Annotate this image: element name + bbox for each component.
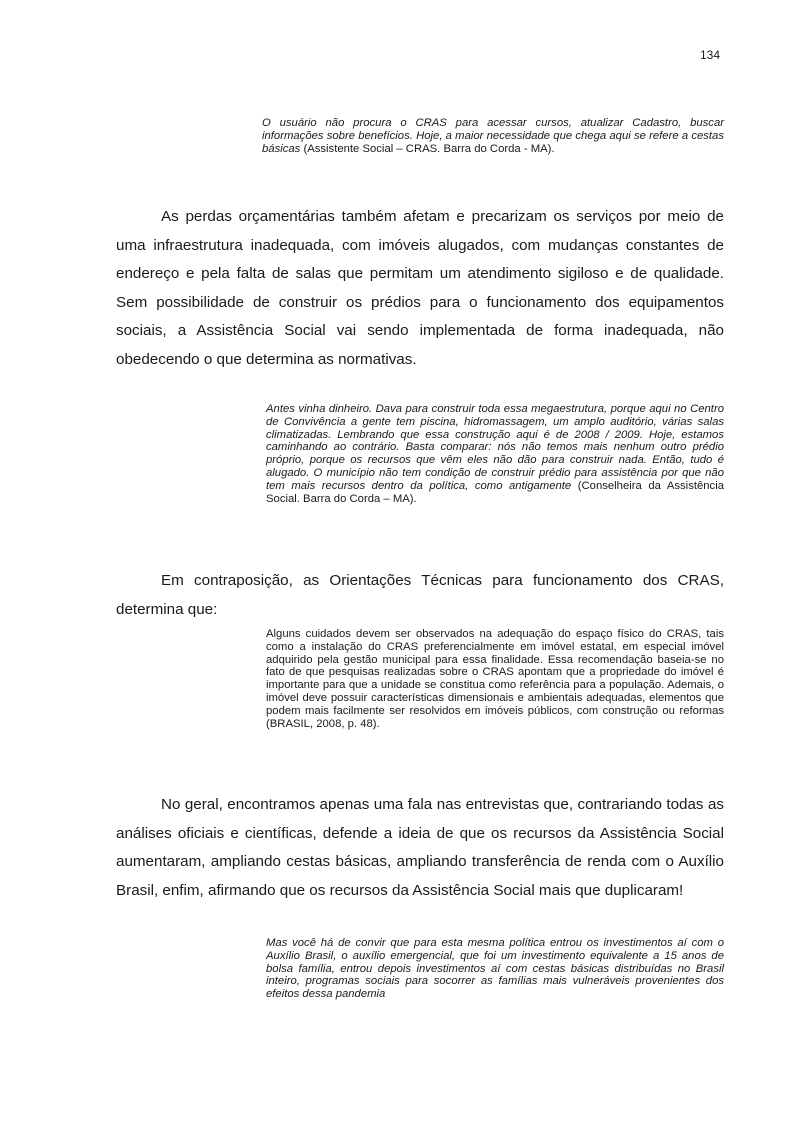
quote-1-italic: O usuário não procura o CRAS para acessar cursos, atualizar Cadastro, buscar informações sobre benefícios. Hoje, a maior necessidade que chega aqui se refere a cestas básicas (262, 117, 724, 155)
paragraph-2: Em contraposição, as Orientações Técnicas para funcionamento dos CRAS, determina que: (116, 572, 724, 618)
quote-1-source: (Assistente Social – CRAS. Barra do Corda - MA). (300, 142, 555, 155)
quote-4-italic: Mas você há de convir que para esta mesma política entrou os investimentos aí com o Auxílio Brasil, o auxílio emergencial, que foi um investimento equivalente a 15 anos de bolsa família, entrou depois investimentos aí com cestas básicas distribuídas no Brasil inteiro, programas sociais para socorrer as famílias mais vulneráveis provenientes dos efeitos dessa pandemia (266, 937, 724, 1001)
paragraph-1: As perdas orçamentárias também afetam e precarizam os serviços por meio de uma infraestrutura inadequada, com imóveis alugados, com mudanças constantes de endereço e pela falta de salas que permitam um atendimento sigiloso e de qualidade. Sem possibilidade de construir os prédios para o funcionamento dos equipamentos sociais, a Assistência Social vai sendo implementada de forma inadequada, não obedecendo o que determina as normativas. (116, 208, 724, 368)
paragraph-3: No geral, encontramos apenas uma fala nas entrevistas que, contrariando todas as análises oficiais e científicas, defende a ideia de que os recursos da Assistência Social aumentaram, ampliando cestas básicas, ampliando transferência de renda com o Auxílio Brasil, enfim, afirmando que os recursos da Assistência Social mais que duplicaram! (116, 796, 724, 899)
quote-2-source: (Conselheira da Assistência Social. Barra do Corda – MA). (266, 479, 724, 505)
block-quote-3: Alguns cuidados devem ser observados na adequação do espaço físico do CRAS, tais como a instalação do CRAS preferencialmente em imóvel estatal, em especial imóvel adquirido pela gestão municipal para essa finalidade. Essa recomendação baseia-se no fato de que pesquisas realizadas sobre o CRAS apontam que a propriedade do imóvel é importante para que a unidade se constitua como referência para a população. Ademais, o imóvel deve possuir características dimensionais e ambientais adequadas, elementos que podem mais facilmente ser resolvidos em imóveis públicos, com construção ou reformas (BRASIL, 2008, p. 48). (266, 628, 724, 730)
quote-2-italic: Antes vinha dinheiro. Dava para construir toda essa megaestrutura, porque aqui no Centro de Convivência a gente tem piscina, hidromassagem, um amplo auditório, várias salas climatizadas. Lembrando que essa construção aqui é de 2008 / 2009. Hoje, estamos caminhando ao contrário. Basta comparar: nós não temos mais nenhum outro prédio próprio, porque os recursos que vêm eles não dão para construir nada. Então, tudo é alugado. O município não tem condição de construir prédio para assistência por que não tem mais recursos dentro da política, como antigamente (266, 403, 724, 492)
block-quote-1 (262, 117, 724, 155)
page-number: 134 (699, 48, 720, 62)
block-quote-2 (266, 403, 724, 505)
block-quote-4 (266, 937, 724, 1001)
